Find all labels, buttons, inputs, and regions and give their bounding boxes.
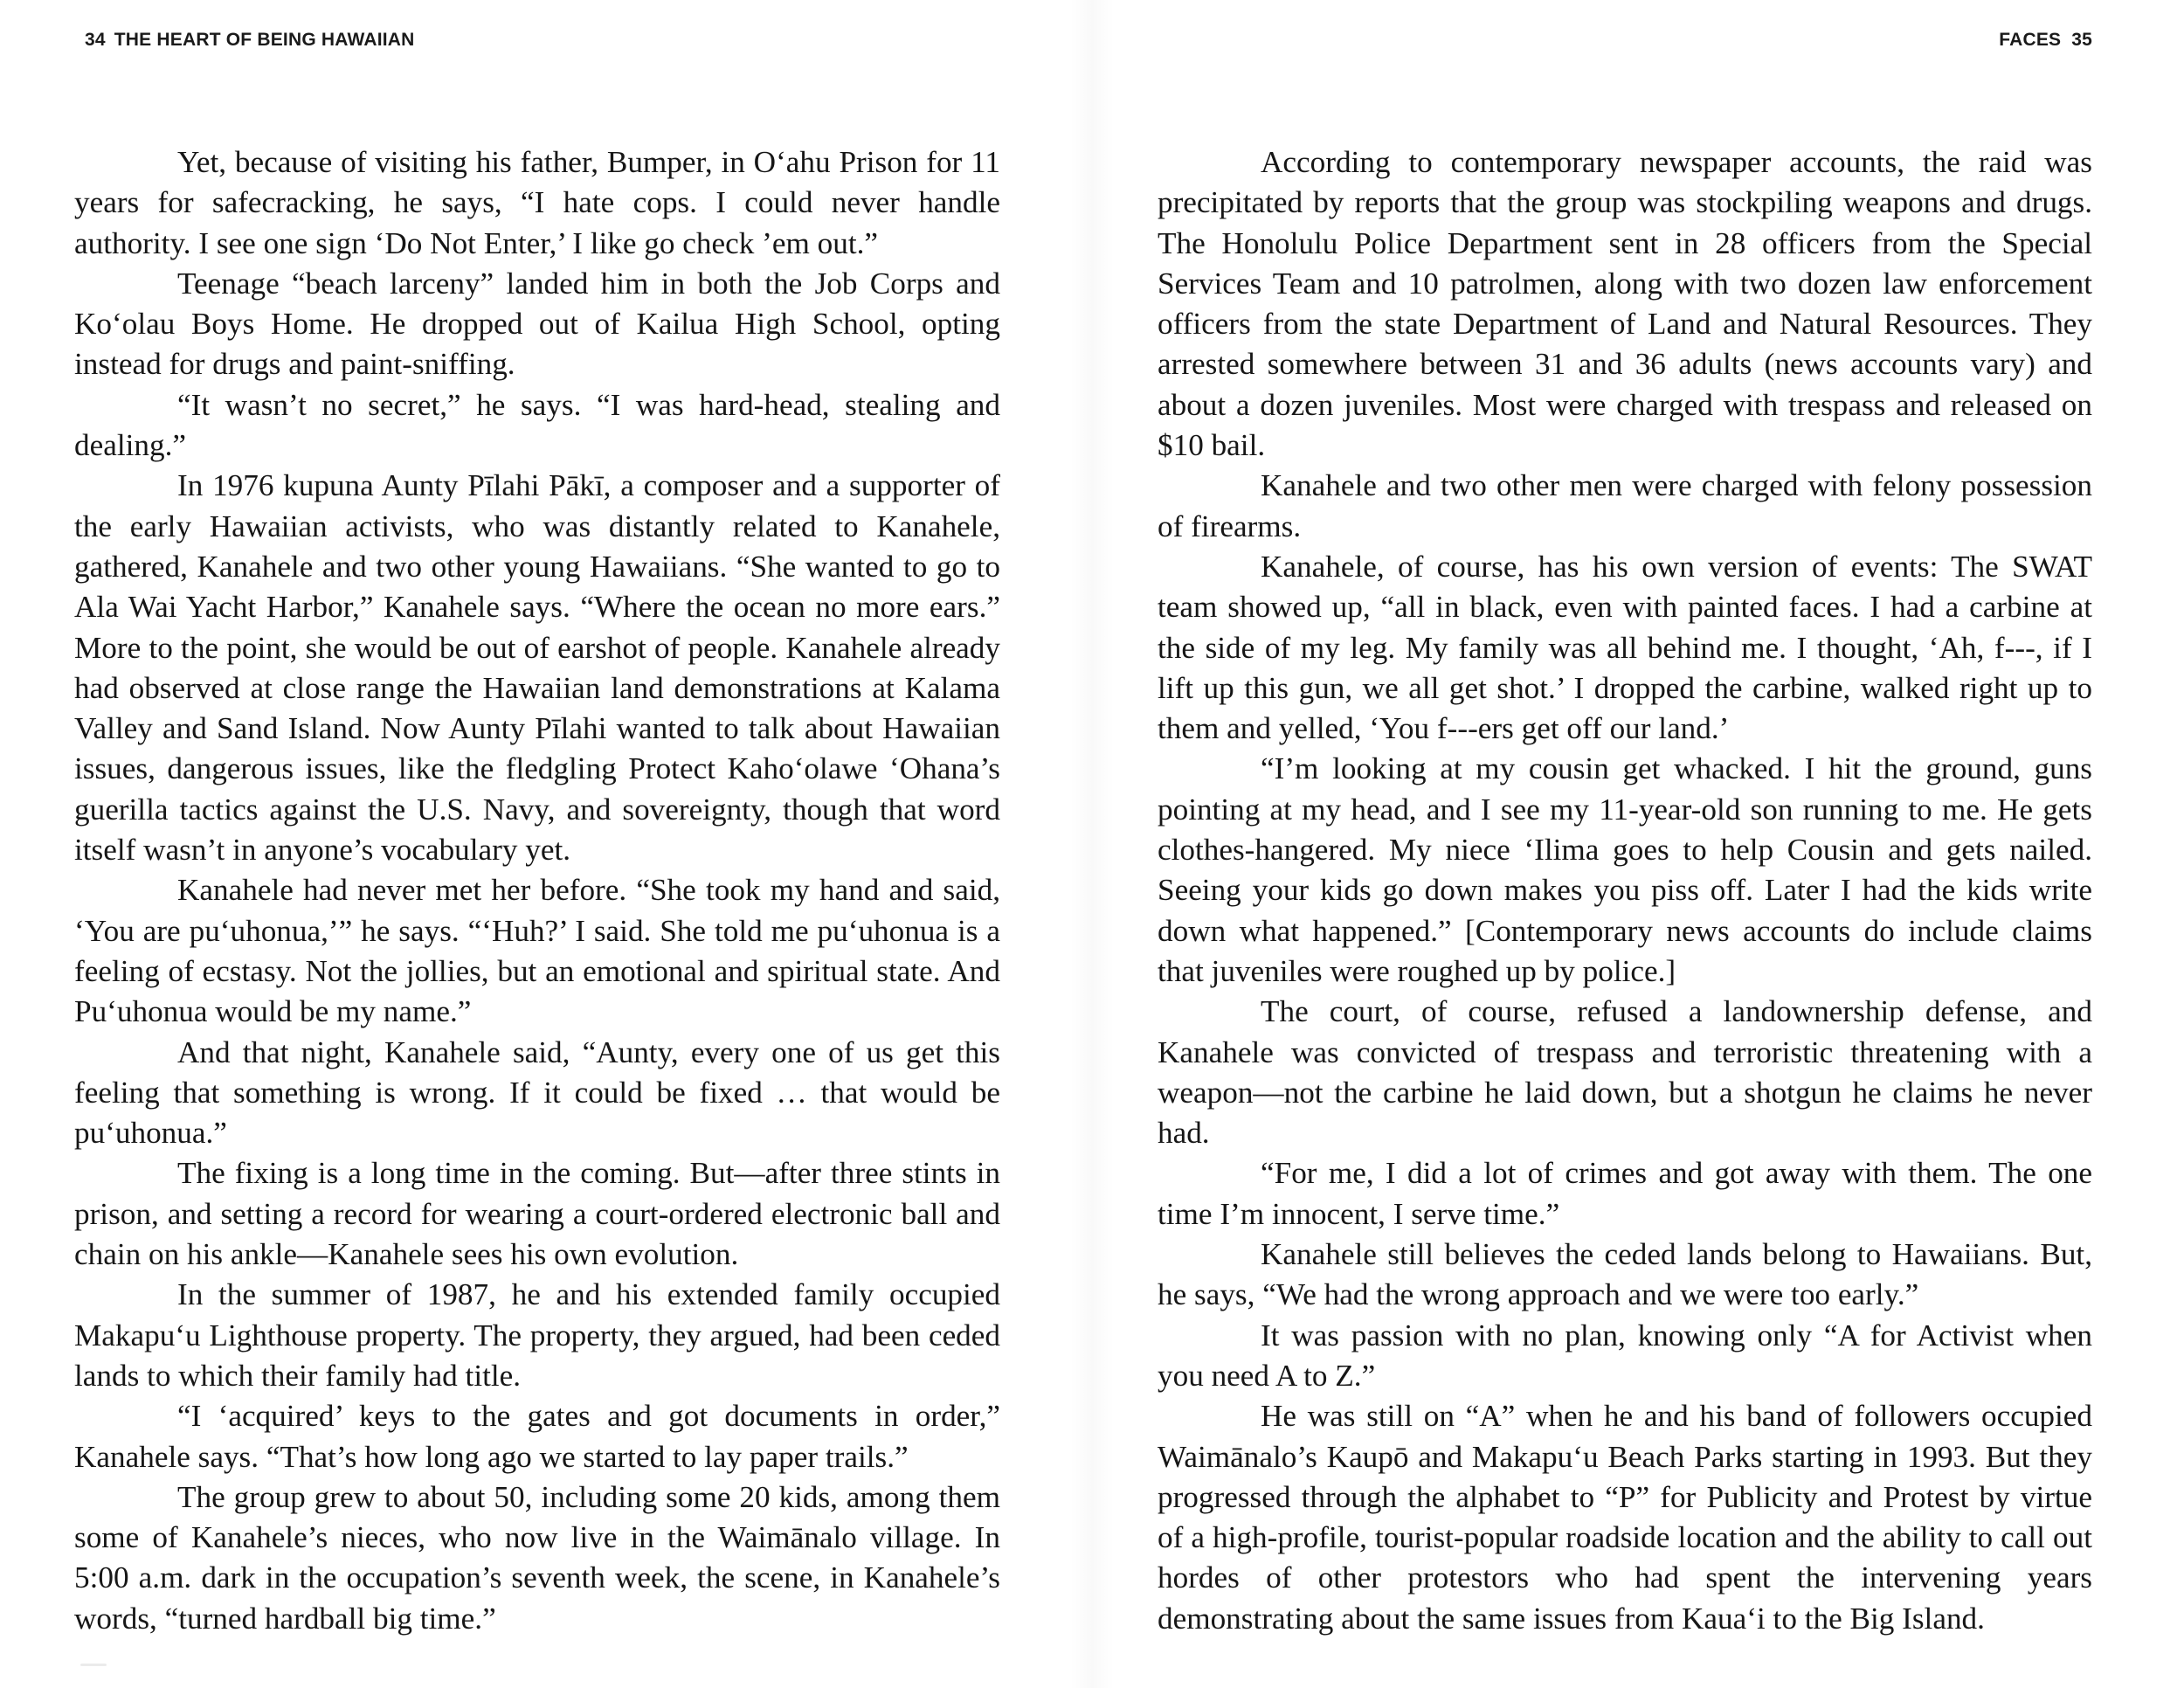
left-running-head-title: THE HEART OF BEING HAWAIIAN: [114, 30, 415, 50]
paragraph: “I ‘acquired’ keys to the gates and got documents in order,” Kanahele says. “That’s how long ago we started to lay paper trails.”: [74, 1399, 1000, 1474]
paragraph: “For me, I did a lot of crimes and got away with them. The one time I’m innocent, I serve time.”: [1158, 1156, 2092, 1231]
right-body-text: [1158, 142, 2092, 1639]
right-running-head: [1999, 30, 2092, 51]
right-page-number: 35: [2071, 30, 2092, 50]
paragraph: According to contemporary newspaper accounts, the raid was precipitated by reports that the group was stockpiling weapons and drugs. The Honolulu Police Department sent in 28 officers from the Special Services Team and 10 patrolmen, along with two dozen law enforcement officers from the state Department of Land and Natural Resources. They arrested somewhere between 31 and 36 adults (news accounts vary) and about a dozen juveniles. Most were charged with trespass and released on $10 bail.: [1158, 145, 2092, 463]
paragraph: Kanahele and two other men were charged with felony possession of firearms.: [1158, 468, 2092, 543]
paragraph: The court, of course, refused a landownership defense, and Kanahele was convicted of trespass and terroristic threatening with a weapon—not the carbine he laid down, but a shotgun he claims he never had.: [1158, 994, 2092, 1151]
paragraph: In 1976 kupuna Aunty Pīlahi Pākī, a composer and a supporter of the early Hawaiian activists, who was distantly related to Kanahele, gathered, Kanahele and two other young Hawaiians. “She wanted to go to Ala Wai Yacht Harbor,” Kanahele says. “Where the ocean no more ears.” More to the point, she would be out of earshot of people. Kanahele already had observed at close range the Hawaiian land demonstrations at Kalama Valley and Sand Island. Now Aunty Pīlahi wanted to talk about Hawaiian issues, dangerous issues, like the fledgling Protect Kaho‘olawe ‘Ohana’s guerilla tactics against the U.S. Navy, and sovereignty, though that word itself wasn’t in anyone’s vocabulary yet.: [74, 468, 1000, 868]
paragraph: Kanahele had never met her before. “She took my hand and said, ‘You are pu‘uhonua,’” he says. “‘Huh?’ I said. She told me pu‘uhonua is a feeling of ecstasy. Not the jollies, but an emotional and spiritual state. And Pu‘uhonua would be my name.”: [74, 873, 1000, 1029]
left-running-head: [85, 30, 415, 51]
paragraph: The fixing is a long time in the coming. But—after three stints in prison, and setting a record for wearing a court-ordered electronic ball and chain on his ankle—Kanahele sees his own evolution.: [74, 1156, 1000, 1272]
paragraph: He was still on “A” when he and his band of followers occupied Waimānalo’s Kaupō and Makapu‘u Beach Parks starting in 1993. But they progressed through the alphabet to “P” for Publicity and Protest by virtue of a high-profile, tourist-popular roadside location and the ability to call out hordes of other protestors who had spent the intervening years demonstrating about the same issues from Kaua‘i to the Big Island.: [1158, 1399, 2092, 1636]
right-page: [1158, 0, 2092, 1688]
paragraph: And that night, Kanahele said, “Aunty, every one of us get this feeling that something is wrong. If it could be fixed … that would be pu‘uhonua.”: [74, 1034, 1000, 1151]
paragraph: It was passion with no plan, knowing only “A for Activist when you need A to Z.”: [1158, 1318, 2092, 1393]
scan-smudge: [80, 1664, 107, 1666]
left-page-number: 34: [85, 30, 106, 50]
paragraph: The group grew to about 50, including some 20 kids, among them some of Kanahele’s nieces, who now live in the Waimānalo village. In 5:00 a.m. dark in the occupation’s seventh week, the scene, in Kanahele’s words, “turned hardball big time.”: [74, 1479, 1000, 1636]
gutter-shadow: [1070, 0, 1114, 1688]
paragraph: “It wasn’t no secret,” he says. “I was hard-head, stealing and dealing.”: [74, 387, 1000, 463]
paragraph: Kanahele still believes the ceded lands belong to Hawaiians. But, he says, “We had the wrong approach and we were too early.”: [1158, 1237, 2092, 1312]
paragraph: In the summer of 1987, he and his extended family occupied Makapu‘u Lighthouse property. The property, they argued, had been ceded lands to which their family had title.: [74, 1277, 1000, 1393]
paragraph: Yet, because of visiting his father, Bumper, in O‘ahu Prison for 11 years for safecracking, he says, “I hate cops. I could never handle authority. I see one sign ‘Do Not Enter,’ I like go check ’em out.”: [74, 145, 1000, 260]
paragraph: Teenage “beach larceny” landed him in both the Job Corps and Ko‘olau Boys Home. He dropped out of Kailua High School, opting instead for drugs and paint-sniffing.: [74, 266, 1000, 382]
left-body-text: [74, 142, 1000, 1639]
paragraph: “I’m looking at my cousin get whacked. I hit the ground, guns pointing at my head, and I see my 11-year-old son running to me. He gets clothes-hangered. My niece ‘Ilima goes to help Cousin and gets nailed. Seeing your kids go down makes you piss off. Later I had the kids write down what happened.” [Contemporary news accounts do include claims that juveniles were roughed up by police.]: [1158, 751, 2092, 988]
right-running-head-title: FACES: [1999, 30, 2062, 50]
paragraph: Kanahele, of course, has his own version of events: The SWAT team showed up, “all in black, even with painted faces. I had a carbine at the side of my leg. My family was all behind me. I thought, ‘Ah, f---, if I lift up this gun, we all get shot.’ I dropped the carbine, walked right up to them and yelled, ‘You f---ers get off our land.’: [1158, 549, 2092, 746]
left-page: [74, 0, 1000, 1688]
